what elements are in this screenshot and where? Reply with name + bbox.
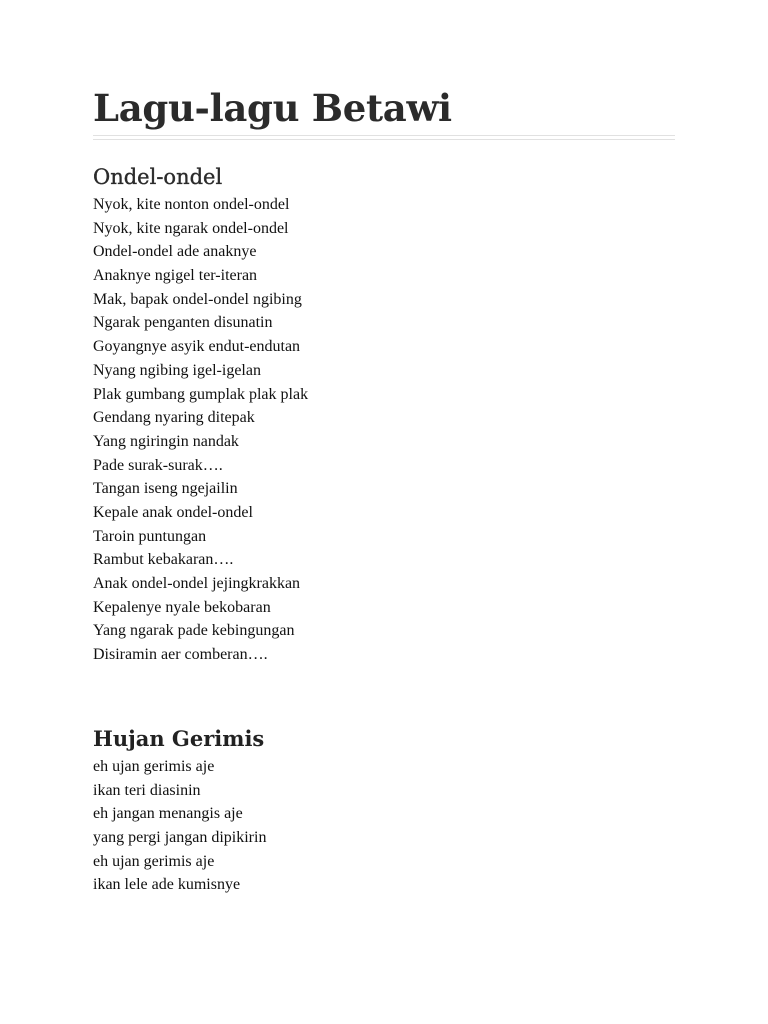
song-ondel-ondel bbox=[93, 161, 675, 667]
lyric-line: Plak gumbang gumplak plak plak bbox=[93, 385, 309, 403]
song-hujan-gerimis bbox=[93, 723, 675, 897]
lyric-line: yang pergi jangan dipikirin bbox=[93, 829, 267, 847]
lyric-line: Gendang nyaring ditepak bbox=[93, 409, 255, 427]
lyric-line: Kepale anak ondel-ondel bbox=[93, 503, 253, 521]
lyric-line: Anaknye ngigel ter-iteran bbox=[93, 267, 258, 285]
lyric-line: Yang ngiringin nandak bbox=[93, 432, 239, 450]
lyric-line: Disiramin aer comberan…. bbox=[93, 646, 268, 664]
title-divider bbox=[93, 135, 675, 140]
song-heading: Hujan Gerimis bbox=[93, 726, 265, 751]
lyrics-list bbox=[93, 193, 675, 667]
lyrics-list bbox=[93, 755, 675, 897]
lyric-line: Nyok, kite ngarak ondel-ondel bbox=[93, 219, 289, 237]
lyric-line: Ondel-ondel ade anaknye bbox=[93, 243, 257, 261]
song-heading: Ondel-ondel bbox=[93, 165, 223, 189]
lyric-line: Goyangnye asyik endut-endutan bbox=[93, 338, 301, 356]
lyric-line: Rambut kebakaran…. bbox=[93, 551, 234, 569]
lyric-line: ikan lele ade kumisnye bbox=[93, 876, 241, 894]
lyric-line: Mak, bapak ondel-ondel ngibing bbox=[93, 290, 302, 308]
page-title: Lagu-lagu Betawi bbox=[93, 86, 452, 130]
lyric-line: ikan teri diasinin bbox=[93, 781, 201, 799]
lyric-line: Kepalenye nyale bekobaran bbox=[93, 598, 271, 616]
lyric-line: Yang ngarak pade kebingungan bbox=[93, 622, 295, 640]
lyric-line: eh ujan gerimis aje bbox=[93, 758, 215, 775]
lyric-line: Nyok, kite nonton ondel-ondel bbox=[93, 196, 290, 213]
lyric-line: Taroin puntungan bbox=[93, 527, 207, 545]
lyric-line: eh jangan menangis aje bbox=[93, 805, 243, 823]
lyric-line: eh ujan gerimis aje bbox=[93, 852, 215, 870]
lyric-line: Tangan iseng ngejailin bbox=[93, 480, 238, 498]
lyric-line: Nyang ngibing igel-igelan bbox=[93, 361, 261, 379]
lyric-line: Pade surak-surak…. bbox=[93, 456, 223, 474]
lyric-line: Anak ondel-ondel jejingkrakkan bbox=[93, 575, 301, 592]
lyric-line: Ngarak penganten disunatin bbox=[93, 314, 273, 332]
